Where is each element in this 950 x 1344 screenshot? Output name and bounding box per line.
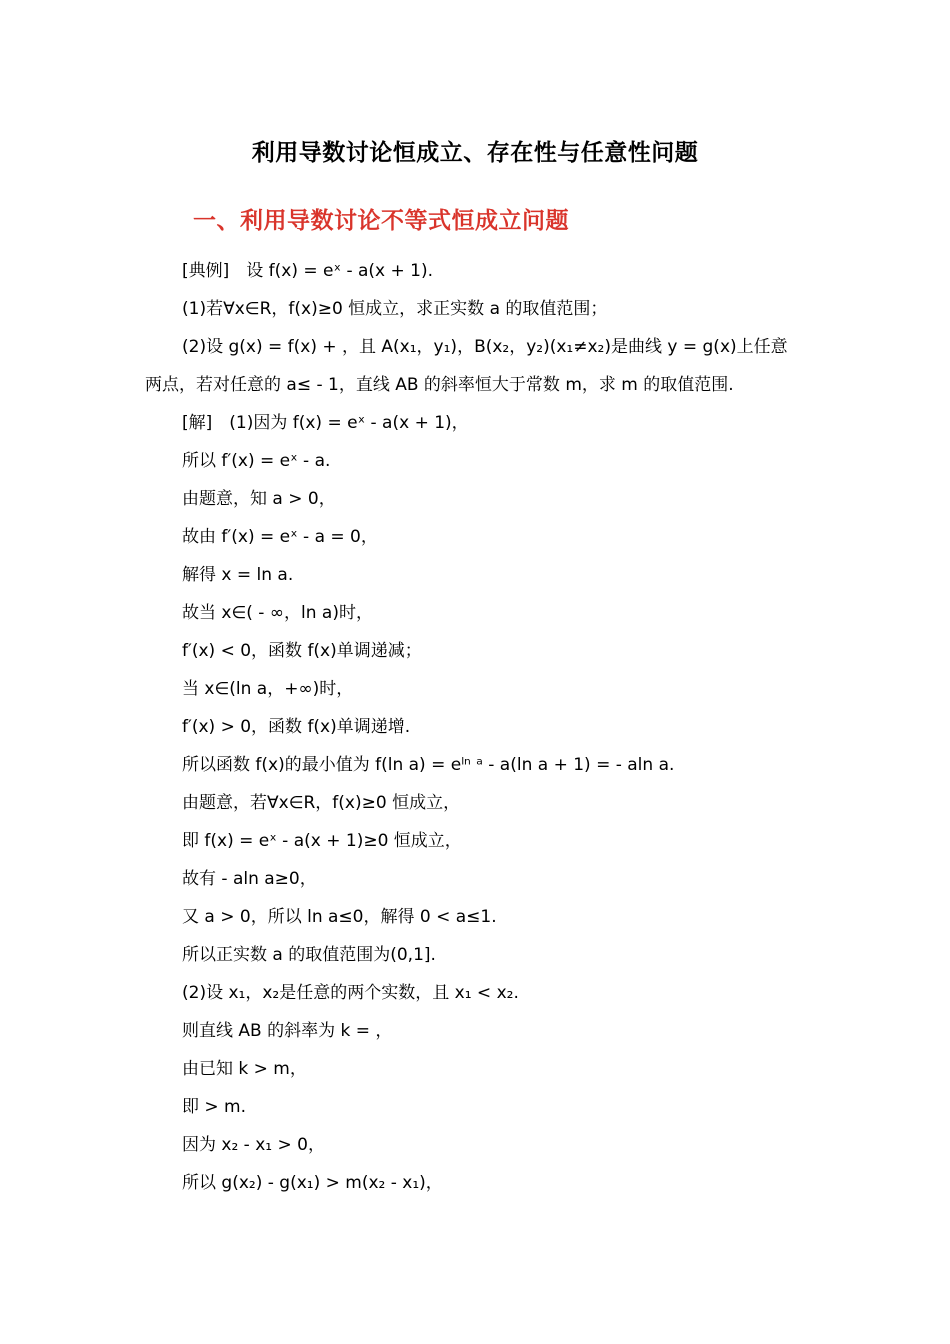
text-line: 由题意，若∀x∈R，f(x)≥0 恒成立， <box>182 793 461 813</box>
text-line: 解得 x = ln a. <box>182 565 294 585</box>
text-line: 所以函数 f(x)的最小值为 f(ln a) = eˡⁿ ᵃ - a(ln a + 1) = - aln a. <box>182 755 675 775</box>
text-line: 又 a > 0，所以 ln a≤0，解得 0 < a≤1. <box>182 907 497 927</box>
text-line: 所以 g(x₂) - g(x₁) > m(x₂ - x₁)， <box>182 1173 443 1193</box>
text-line: 则直线 AB 的斜率为 k = ， <box>182 1021 393 1041</box>
section-heading: 一、利用导数讨论不等式恒成立问题 <box>193 208 569 234</box>
text-line: [典例] 设 f(x) = eˣ - a(x + 1). <box>182 261 433 281</box>
text-line: 两点，若对任意的 a≤ - 1，直线 AB 的斜率恒大于常数 m，求 m 的取值范围. <box>145 375 734 395</box>
text-line: 故当 x∈( - ∞，ln a)时， <box>182 603 373 623</box>
text-line: f′(x) < 0，函数 f(x)单调递减； <box>182 641 422 661</box>
document-title: 利用导数讨论恒成立、存在性与任意性问题 <box>251 140 699 166</box>
text-line: (2)设 x₁，x₂是任意的两个实数，且 x₁ < x₂. <box>182 983 519 1003</box>
text-line: 当 x∈(ln a，+∞)时， <box>182 679 354 699</box>
text-line: 由已知 k > m， <box>182 1059 307 1079</box>
text-line: 因为 x₂ - x₁ > 0， <box>182 1135 325 1155</box>
text-line: 即 f(x) = eˣ - a(x + 1)≥0 恒成立， <box>182 831 462 851</box>
text-line: 由题意，知 a > 0， <box>182 489 336 509</box>
text-line: (1)若∀x∈R，f(x)≥0 恒成立，求正实数 a 的取值范围； <box>182 299 608 319</box>
text-line: 即 > m. <box>182 1097 247 1117</box>
text-line: 所以 f′(x) = eˣ - a. <box>182 451 331 471</box>
text-line: f′(x) > 0，函数 f(x)单调递增. <box>182 717 411 737</box>
text-line: 故有 - aln a≥0， <box>182 869 317 889</box>
text-line: 故由 f′(x) = eˣ - a = 0， <box>182 527 378 547</box>
text-line: [解] (1)因为 f(x) = eˣ - a(x + 1)， <box>182 413 469 433</box>
document-body <box>0 256 950 1206</box>
text-line: (2)设 g(x) = f(x) + ，且 A(x₁，y₁)，B(x₂，y₂)(x₁≠x₂)是曲线 y = g(x)上任意 <box>182 337 788 357</box>
text-line: 所以正实数 a 的取值范围为(0,1]. <box>182 945 436 965</box>
